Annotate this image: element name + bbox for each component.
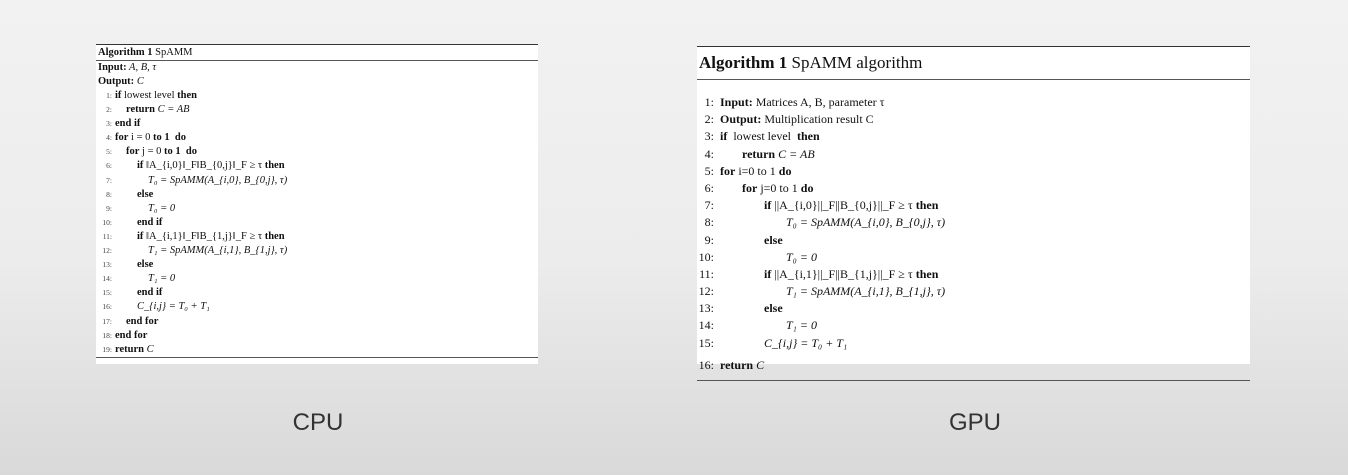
input-value: A, B, τ xyxy=(126,62,157,73)
algorithm-line xyxy=(697,163,1250,180)
line-math: T₁ = 0 xyxy=(148,273,176,285)
line-text: Multiplication result C xyxy=(761,112,874,127)
line-body xyxy=(115,159,285,173)
line-keyword-end: then xyxy=(797,129,820,144)
algorithm-line xyxy=(96,315,538,329)
output-keyword: Output: xyxy=(98,75,135,87)
algorithm-line xyxy=(697,357,1250,374)
line-body xyxy=(720,249,817,266)
line-number: 19: xyxy=(102,344,112,354)
line-text: lowest level xyxy=(121,90,178,101)
line-math: C xyxy=(146,343,154,355)
line-body xyxy=(115,216,162,230)
line-number: 1: xyxy=(704,95,714,109)
line-number: 5: xyxy=(704,163,714,178)
line-keyword: if xyxy=(137,230,144,242)
line-body xyxy=(720,335,847,352)
line-text: Matrices A, B, parameter τ xyxy=(752,95,885,109)
line-math: T₀ = SpAMM(A_{i,0}, B_{0,j}, τ) xyxy=(786,215,946,230)
line-keyword: else xyxy=(764,301,783,316)
line-body xyxy=(720,357,764,374)
algorithm-line xyxy=(697,335,1250,352)
line-number: 3: xyxy=(704,129,714,144)
algorithm-line xyxy=(697,94,1250,111)
line-number: 16: xyxy=(102,302,112,312)
line-body xyxy=(115,174,287,188)
algorithm-line xyxy=(96,300,538,314)
line-keyword-end: then xyxy=(264,230,285,242)
line-number: 5: xyxy=(106,147,112,157)
line-keyword: for xyxy=(720,163,736,178)
algorithm-lines xyxy=(697,80,1250,374)
algorithm-title-name: SpAMM xyxy=(152,47,193,58)
line-number: 10: xyxy=(698,249,714,264)
line-number: 12: xyxy=(698,284,714,299)
line-body xyxy=(115,286,162,300)
algorithm-line xyxy=(697,146,1250,163)
algorithm-title-name: SpAMM algorithm xyxy=(787,53,923,72)
algorithm-title xyxy=(697,47,1250,79)
line-body xyxy=(115,315,158,329)
line-body xyxy=(115,258,153,272)
algorithm-line xyxy=(697,300,1250,317)
cpu-algorithm-panel xyxy=(96,44,538,364)
line-keyword: return xyxy=(720,357,754,372)
algorithm-line xyxy=(697,128,1250,145)
algorithm-line xyxy=(96,272,538,286)
line-number: 14: xyxy=(698,318,714,333)
line-number: 11: xyxy=(102,231,112,241)
line-body xyxy=(720,128,820,145)
gpu-caption: GPU xyxy=(948,409,1001,436)
line-body xyxy=(115,230,285,244)
line-number: 3: xyxy=(106,119,112,129)
line-math: T₀ = SpAMM(A_{i,0}, B_{0,j}, τ) xyxy=(148,174,288,186)
line-body xyxy=(115,103,190,117)
line-body xyxy=(720,300,783,317)
line-number: 9: xyxy=(106,203,112,213)
line-keyword: return xyxy=(742,146,776,161)
line-number: 14: xyxy=(102,274,112,284)
line-keyword: for xyxy=(742,180,758,195)
algorithm-line xyxy=(96,174,538,188)
algorithm-line xyxy=(697,317,1250,334)
line-math: T₁ = 0 xyxy=(786,318,817,333)
algorithm-line xyxy=(96,216,538,230)
line-body xyxy=(720,111,874,128)
line-keyword: end if xyxy=(137,287,163,299)
line-text: ‖A_{i,1}‖_F‖B_{1,j}‖_F ≥ τ xyxy=(143,230,265,242)
line-body xyxy=(115,117,140,131)
algorithm-line xyxy=(96,117,538,131)
bottom-rule xyxy=(96,357,538,358)
algorithm-line xyxy=(697,180,1250,197)
line-body xyxy=(115,244,287,258)
line-body xyxy=(720,146,815,163)
algorithm-line xyxy=(697,249,1250,266)
line-text: i=0 to 1 xyxy=(735,163,779,178)
line-keyword: if xyxy=(764,198,772,213)
line-math: C = AB xyxy=(778,146,815,161)
line-text: i = 0 xyxy=(128,132,154,144)
cpu-caption: CPU xyxy=(292,409,344,436)
line-keyword: for xyxy=(126,146,140,158)
line-keyword: Output: xyxy=(720,112,762,127)
line-number: 12: xyxy=(102,246,112,256)
algorithm-line xyxy=(96,343,538,357)
line-number: 15: xyxy=(698,335,714,350)
algorithm-line xyxy=(96,202,538,216)
line-number: 6: xyxy=(106,161,112,171)
line-keyword: end for xyxy=(115,329,148,341)
line-body xyxy=(720,232,783,249)
line-math: C_{i,j} = T₀ + T₁ xyxy=(137,301,210,313)
algorithm-title-number: Algorithm 1 xyxy=(98,47,153,58)
algorithm-line xyxy=(96,159,538,173)
line-body xyxy=(720,180,813,197)
line-text: ||A_{i,0}||_F||B_{0,j}||_F ≥ τ xyxy=(771,198,916,213)
line-keyword: return xyxy=(115,343,144,355)
line-body xyxy=(720,163,791,180)
algorithm-lines xyxy=(96,88,538,357)
line-number: 6: xyxy=(704,180,714,195)
line-number: 4: xyxy=(704,146,714,161)
line-keyword-end: then xyxy=(915,198,939,213)
algorithm-line xyxy=(96,286,538,300)
line-keyword: else xyxy=(764,232,783,247)
line-keyword: else xyxy=(137,259,154,271)
line-keyword-end: do xyxy=(800,180,814,195)
line-number: 16: xyxy=(698,357,714,372)
line-text: ||A_{i,1}||_F||B_{1,j}||_F ≥ τ xyxy=(771,266,916,281)
algorithm-line xyxy=(697,111,1250,128)
line-keyword: end if xyxy=(137,216,163,228)
line-math: T₀ = 0 xyxy=(786,249,817,264)
line-number: 2: xyxy=(106,105,112,115)
line-number: 7: xyxy=(704,198,714,213)
line-body xyxy=(720,197,938,214)
line-keyword: for xyxy=(115,132,129,144)
line-math: T₀ = 0 xyxy=(148,202,176,214)
line-keyword: else xyxy=(137,188,154,200)
line-body xyxy=(115,188,153,202)
line-keyword: if xyxy=(720,129,728,144)
line-body xyxy=(115,89,197,103)
line-body xyxy=(720,266,938,283)
line-keyword-end: do xyxy=(778,163,792,178)
line-number: 7: xyxy=(106,175,112,185)
line-body xyxy=(115,343,154,357)
line-text: j = 0 xyxy=(139,146,165,158)
line-keyword: end for xyxy=(126,315,159,327)
line-number: 2: xyxy=(704,112,714,127)
line-number: 17: xyxy=(102,316,112,326)
line-keyword: return xyxy=(126,104,155,116)
algorithm-line xyxy=(96,89,538,103)
line-math: T₁ = SpAMM(A_{i,1}, B_{1,j}, τ) xyxy=(148,245,288,257)
line-math: T₁ = SpAMM(A_{i,1}, B_{1,j}, τ) xyxy=(786,284,946,299)
output-line xyxy=(96,75,538,89)
algorithm-line xyxy=(697,197,1250,214)
line-body xyxy=(720,283,945,300)
algorithm-line xyxy=(96,188,538,202)
line-number: 11: xyxy=(699,266,714,281)
line-body xyxy=(720,214,945,231)
line-number: 4: xyxy=(106,133,112,143)
line-keyword: if xyxy=(764,266,772,281)
line-body xyxy=(115,145,197,159)
algorithm-title xyxy=(96,45,538,60)
line-keyword: if xyxy=(137,160,144,172)
line-number: 9: xyxy=(704,232,714,247)
line-body xyxy=(115,300,210,314)
line-math: C = AB xyxy=(157,104,190,116)
line-number: 1: xyxy=(106,91,112,100)
line-text: lowest level xyxy=(727,129,797,144)
line-keyword-end: then xyxy=(915,266,939,281)
line-math: C xyxy=(756,357,765,372)
line-body xyxy=(115,131,186,145)
line-number: 13: xyxy=(698,301,714,316)
line-keyword-end: then xyxy=(177,90,197,101)
line-text: ‖A_{i,0}‖_F‖B_{0,j}‖_F ≥ τ xyxy=(143,160,265,172)
gpu-algorithm-panel xyxy=(697,46,1250,372)
line-body xyxy=(720,317,817,334)
line-keyword: Input: xyxy=(720,95,753,109)
input-keyword: Input: xyxy=(98,62,127,73)
algorithm-line xyxy=(96,230,538,244)
algorithm-line xyxy=(96,258,538,272)
line-body xyxy=(115,272,175,286)
algorithm-line xyxy=(96,103,538,117)
algorithm-line xyxy=(96,329,538,343)
input-line xyxy=(96,61,538,75)
line-body xyxy=(115,202,175,216)
line-number: 13: xyxy=(102,260,112,270)
line-keyword: if xyxy=(115,90,122,101)
algorithm-title-number: Algorithm 1 xyxy=(699,53,788,72)
line-keyword: end if xyxy=(115,118,141,130)
line-keyword-end: then xyxy=(264,160,285,172)
line-number: 8: xyxy=(106,189,112,199)
line-math: C_{i,j} = T₀ + T₁ xyxy=(764,335,848,350)
bottom-rule xyxy=(697,380,1250,381)
line-number: 10: xyxy=(102,217,112,227)
algorithm-line xyxy=(96,131,538,145)
algorithm-line xyxy=(697,266,1250,283)
line-keyword-end: to 1 do xyxy=(153,132,186,144)
algorithm-line xyxy=(96,145,538,159)
line-body xyxy=(115,329,147,343)
algorithm-line xyxy=(96,244,538,258)
output-value: C xyxy=(134,75,144,87)
line-number: 15: xyxy=(102,288,112,298)
line-number: 18: xyxy=(102,330,112,340)
algorithm-line xyxy=(697,232,1250,249)
line-keyword-end: to 1 do xyxy=(164,146,197,158)
line-body xyxy=(720,94,884,111)
algorithm-line xyxy=(697,214,1250,231)
line-number: 8: xyxy=(704,215,714,230)
algorithm-line xyxy=(697,283,1250,300)
line-text: j=0 to 1 xyxy=(757,180,801,195)
